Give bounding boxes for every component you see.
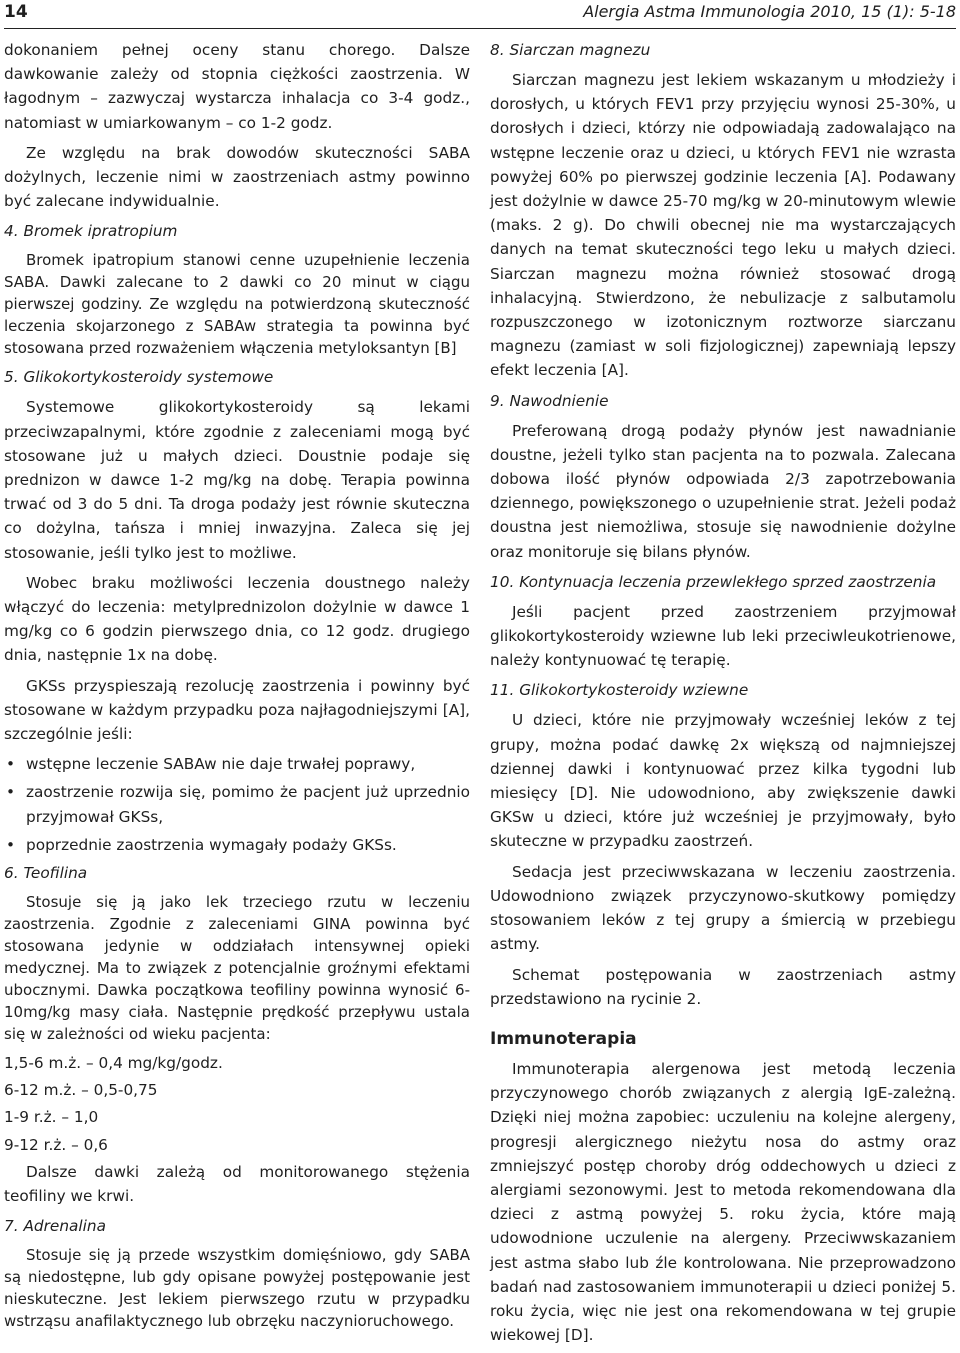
header-rule xyxy=(4,28,956,29)
left-column xyxy=(4,38,470,1338)
paragraph-gks-3: GKSs przyspieszają rezolucję zaostrzenia i powinny być stosowane w każdym przypadku poza najłagodniejszymi [A], szczególnie jeśli: xyxy=(4,676,470,744)
heading-adrenalina: 7. Adrenalina xyxy=(4,1217,106,1236)
paragraph-sedacja: Sedacja jest przeciwwskazana w leczeniu zaostrzenia. Udowodniono związek przyczynowo-skutkowy pomiędzy stosowaniem leków z tej grupy a śmiercią w przebiegu astmy. xyxy=(490,862,956,954)
paragraph-adrenalina: Stosuje się ją przede wszystkim domięśniowo, gdy SABA są niedostępne, lub gdy opisane powyżej postępowanie jest nieskuteczne. Jest lekiem pierwszego rzutu w przypadku wstrząsu anafilaktycznego lub obrzęku naczynioruchowego. xyxy=(4,1246,470,1331)
page-number: 14 xyxy=(4,2,28,22)
gks-indications-list xyxy=(4,752,470,857)
list-item: • poprzednie zaostrzenia wymagały podaży GKSs. xyxy=(4,833,470,857)
paragraph-teofilina-2: Dalsze dawki zależą od monitorowanego stężenia teofiliny we krwi. xyxy=(4,1162,470,1206)
paragraph-immunoterapia: Immunoterapia alergenowa jest metodą leczenia przyczynowego chorób związanych z alergią IgE-zależną. Dzięki niej można zapobiec: uczuleniu na kolejne alergeny, progresji alergicznego nieżytu nosa do astmy oraz zmniejszyć postęp choroby dróg oddechowych u dzieci z alergiami sezonowymi. Jest to metoda rekomendowana dla dzieci z astmą powyżej 5. roku życia, które mają udowodnione uczulenie na alergeny. Przeciwwskazaniem jest astma słabo lub źle kontrolowana. Nie przeprowadzono badań nad zastosowaniem immunoterapii u dzieci poniżej 5. roku życia, więc nie jest ona rekomendowana w tej grupie wiekowej [D]. xyxy=(490,1059,956,1345)
journal-citation: Alergia Astma Immunologia 2010, 15 (1): 5-18 xyxy=(583,2,956,21)
heading-gks-systemic: 5. Glikokortykosteroidy systemowe xyxy=(4,368,274,387)
paragraph-nawodnienie: Preferowaną drogą podaży płynów jest nawadnianie doustne, jeżeli tylko stan pacjenta na to pozwala. Zalecana dobowa ilość płynów odpowiada 2/3 zapotrzebowania dziennego, powiększonego o uzupełnienie strat. Jeżeli podaż doustna jest niemożliwa, stosuje się nawodnienie dożylne oraz monitoruje się bilans płynów. xyxy=(490,421,956,561)
paragraph-schemat: Schemat postępowania w zaostrzeniach astmy przedstawiono na rycinie 2. xyxy=(490,965,956,1008)
paragraph-teofilina: Stosuje się ją jako lek trzeciego rzutu w leczeniu zaostrzenia. Zgodnie z zaleceniami GINA powinna być stosowana jedynie w oddziałach intensywnej opieki medycznej. Ma to związek z potencjalnie groźnymi efektami ubocznymi. Dawka początkowa teofiliny powinna wynosić 6-10mg/kg masy ciała. Następnie prędkość przepływu ustala się w zależności od wieku pacjenta: xyxy=(4,893,470,1044)
paragraph-kontynuacja: Jeśli pacjent przed zaostrzeniem przyjmował glikokortykosteroidy wziewne lub leki przeciwleukotrienowe, należy kontynuować tę terapię. xyxy=(490,602,956,670)
paragraph-gks-inhaled: U dzieci, które nie przyjmowały wcześniej leków z tej grupy, można podać dawkę 2x większą od najmniejszej dziennej dawki i kontynuować przez kilka tygodni lub miesięcy [D]. Nie udowodniono, aby zwiększenie dawki GKSw u dzieci, które już wcześniej je przyjmowały, było skuteczne w przypadku zaostrzeń. xyxy=(490,711,956,851)
paragraph-ipratropium: Bromek ipatropium stanowi cenne uzupełnienie leczenia SABA. Dawki zalecane to 2 dawki co 20 minut w ciągu pierwszej godziny. Ze względu na potwierdzoną skuteczność leczenia skojarzonego z SABAw strategia ta powinna być stosowana przed rozważeniem włączenia metyloksantyn [B] xyxy=(4,251,470,358)
page-header xyxy=(4,0,956,30)
dose-line: 1,5-6 m.ż. – 0,4 mg/kg/godz. xyxy=(4,1054,223,1073)
heading-magnez: 8. Siarczan magnezu xyxy=(490,41,651,59)
heading-immunoterapia: Immunoterapia xyxy=(490,1028,637,1049)
list-item: • zaostrzenie rozwija się, pomimo że pacjent już uprzednio przyjmował GKSs, xyxy=(4,780,470,828)
heading-gks-inhaled: 11. Glikokortykosteroidy wziewne xyxy=(490,681,749,700)
dose-line: 6-12 m.ż. – 0,5-0,75 xyxy=(4,1081,158,1100)
paragraph-intro: dokonaniem pełnej oceny stanu chorego. Dalsze dawkowanie zależy od stopnia ciężkości zaostrzenia. W łagodnym – zazwyczaj wystarcza inhalacja co 3-4 godz., natomiast w umiarkowanym – co 1-2 godz. xyxy=(4,41,470,132)
paragraph-gks-1: Systemowe glikokortykosteroidy są lekami przeciwzapalnymi, które zgodnie z zaleceniami mogą być stosowane już u małych dzieci. Doustnie podaje się prednizon w dawce 1-2 mg/kg na dobę. Terapia powinna trwać od 3 do 5 dni. Ta droga podaży jest równie skuteczna co dożylna, tańsza i mniej inwazyjna. Zaleca się jej stosowanie, jeśli tylko jest to możliwe. xyxy=(4,398,470,562)
heading-ipratropium: 4. Bromek ipratropium xyxy=(4,222,178,241)
paragraph-saba-iv: Ze względu na brak dowodów skuteczności SABA dożylnych, leczenie nimi w zaostrzeniach astmy powinno być zalecane indywidualnie. xyxy=(4,143,470,211)
dose-line: 9-12 r.ż. – 0,6 xyxy=(4,1135,108,1154)
heading-teofilina: 6. Teofilina xyxy=(4,864,88,883)
heading-kontynuacja: 10. Kontynuacja leczenia przewlekłego sprzed zaostrzenia xyxy=(490,572,937,591)
heading-nawodnienie: 9. Nawodnienie xyxy=(490,391,609,410)
paragraph-gks-2: Wobec braku możliwości leczenia doustnego należy włączyć do leczenia: metylprednizolon dożylnie w dawce 1 mg/kg co 6 godzin pierwszego dnia, co 12 godz. drugiego dnia, następnie 1x na dobę. xyxy=(4,573,470,665)
list-item: • wstępne leczenie SABAw nie daje trwałej poprawy, xyxy=(4,752,470,776)
right-column xyxy=(490,38,956,1353)
paragraph-magnez: Siarczan magnezu jest lekiem wskazanym u młodzieży i dorosłych, u których FEV1 przy przyjęciu wynosi 25-30%, u dorosłych i dzieci, którzy nie odpowiadają zadowalająco na wstępne leczenie oraz u dzieci, u których FEV1 nie wzrasta powyżej 60% po pierwszej godzinie leczenia [A]. Podawany jest dożylnie w dawce 25-70 mg/kg w 20-minutowym wlewie (maks. 2 g). Do chwili obecnej nie ma wystarczających danych na temat skuteczności tego leku u małych dzieci. Siarczan magnezu można również stosować drogą inhalacyjną. Stwierdzono, że nebulizacje z salbutamolu rozpuszczonego w izotonicznym roztworze siarczanu magnezu (zamiast w soli fizjologicznej) zapewniają lepszy efekt leczenia [A]. xyxy=(490,71,956,380)
dose-line: 1-9 r.ż. – 1,0 xyxy=(4,1108,99,1127)
